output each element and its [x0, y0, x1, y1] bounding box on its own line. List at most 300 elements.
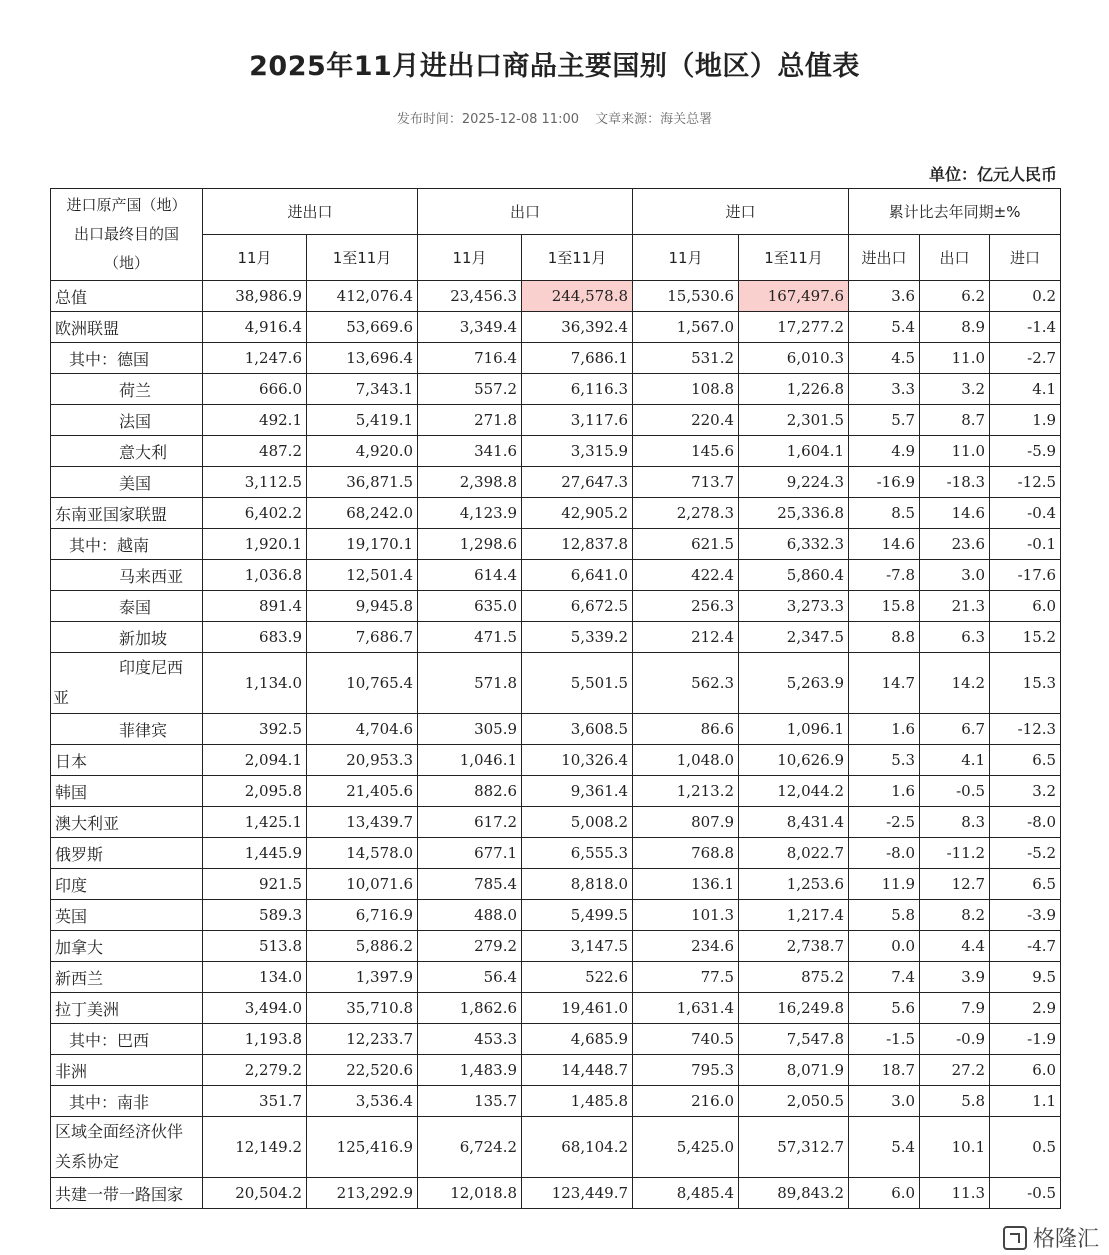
- cell-value: -0.5: [990, 1178, 1061, 1209]
- sub-header: 11月: [418, 235, 522, 281]
- cell-value: 136.1: [633, 869, 739, 900]
- table-row: [51, 900, 1061, 931]
- table-row: [51, 1117, 1061, 1178]
- table-row: [51, 993, 1061, 1024]
- cell-value: 3.2: [990, 776, 1061, 807]
- cell-value: -2.7: [990, 343, 1061, 374]
- table-row: [51, 653, 1061, 714]
- cell-value: 5.4: [849, 312, 920, 343]
- cell-value: 15.3: [990, 653, 1061, 714]
- page-title: 2025年11月进出口商品主要国别（地区）总值表: [249, 51, 860, 82]
- cell-value: 10,326.4: [522, 745, 633, 776]
- cell-value: 6,641.0: [522, 560, 633, 591]
- cell-value: 23,456.3: [418, 281, 522, 312]
- cell-value: 5,886.2: [307, 931, 418, 962]
- table-row: [51, 776, 1061, 807]
- cell-value: 167,497.6: [739, 281, 849, 312]
- cell-value: 562.3: [633, 653, 739, 714]
- cell-value: 921.5: [203, 869, 307, 900]
- cell-value: 4.9: [849, 436, 920, 467]
- cell-value: 2,094.1: [203, 745, 307, 776]
- cell-value: 5,425.0: [633, 1117, 739, 1178]
- cell-value: 20,504.2: [203, 1178, 307, 1209]
- cell-value: 6.5: [990, 869, 1061, 900]
- cell-value: 13,439.7: [307, 807, 418, 838]
- cell-value: 7,686.7: [307, 622, 418, 653]
- table-row: [51, 838, 1061, 869]
- row-label: 印度: [51, 869, 203, 900]
- cell-value: 11.0: [920, 343, 990, 374]
- row-label: 泰国: [51, 591, 203, 622]
- sub-header: 11月: [633, 235, 739, 281]
- cell-value: 487.2: [203, 436, 307, 467]
- cell-value: 68,104.2: [522, 1117, 633, 1178]
- cell-value: 768.8: [633, 838, 739, 869]
- cell-value: 713.7: [633, 467, 739, 498]
- cell-value: 4,916.4: [203, 312, 307, 343]
- cell-value: 3,112.5: [203, 467, 307, 498]
- table-row: [51, 1055, 1061, 1086]
- cell-value: 1,485.8: [522, 1086, 633, 1117]
- cell-value: 4,685.9: [522, 1024, 633, 1055]
- cell-value: 1,096.1: [739, 714, 849, 745]
- cell-value: 244,578.8: [522, 281, 633, 312]
- sub-header: 1至11月: [739, 235, 849, 281]
- cell-value: -18.3: [920, 467, 990, 498]
- cell-value: 8.8: [849, 622, 920, 653]
- cell-value: 1,048.0: [633, 745, 739, 776]
- cell-value: -7.8: [849, 560, 920, 591]
- cell-value: 1,298.6: [418, 529, 522, 560]
- cell-value: 12,501.4: [307, 560, 418, 591]
- cell-value: 27.2: [920, 1055, 990, 1086]
- cell-value: 795.3: [633, 1055, 739, 1086]
- cell-value: 38,986.9: [203, 281, 307, 312]
- cell-value: 7.9: [920, 993, 990, 1024]
- cell-value: 2,347.5: [739, 622, 849, 653]
- cell-value: 42,905.2: [522, 498, 633, 529]
- cell-value: 3.0: [849, 1086, 920, 1117]
- cell-value: 234.6: [633, 931, 739, 962]
- table-row: [51, 1086, 1061, 1117]
- cell-value: 2,398.8: [418, 467, 522, 498]
- cell-value: -2.5: [849, 807, 920, 838]
- cell-value: 6.5: [990, 745, 1061, 776]
- cell-value: 125,416.9: [307, 1117, 418, 1178]
- cell-value: 5.3: [849, 745, 920, 776]
- cell-value: 614.4: [418, 560, 522, 591]
- cell-value: 5,499.5: [522, 900, 633, 931]
- cell-value: -11.2: [920, 838, 990, 869]
- cell-value: 1,217.4: [739, 900, 849, 931]
- cell-value: -5.9: [990, 436, 1061, 467]
- row-label: 法国: [51, 405, 203, 436]
- table-row: [51, 931, 1061, 962]
- cell-value: 2,095.8: [203, 776, 307, 807]
- corner-line: 进口原产国（地）: [66, 196, 187, 214]
- cell-value: 5,263.9: [739, 653, 849, 714]
- cell-value: 10.1: [920, 1117, 990, 1178]
- cell-value: 6,555.3: [522, 838, 633, 869]
- cell-value: 740.5: [633, 1024, 739, 1055]
- cell-value: 36,871.5: [307, 467, 418, 498]
- cell-value: 6.0: [990, 591, 1061, 622]
- cell-value: 14.7: [849, 653, 920, 714]
- cell-value: 1,046.1: [418, 745, 522, 776]
- cell-value: 1,567.0: [633, 312, 739, 343]
- cell-value: 4,920.0: [307, 436, 418, 467]
- cell-value: 392.5: [203, 714, 307, 745]
- cell-value: 875.2: [739, 962, 849, 993]
- cell-value: 15,530.6: [633, 281, 739, 312]
- cell-value: 635.0: [418, 591, 522, 622]
- cell-value: 145.6: [633, 436, 739, 467]
- cell-value: 8,022.7: [739, 838, 849, 869]
- table-row: [51, 560, 1061, 591]
- cell-value: 21,405.6: [307, 776, 418, 807]
- cell-value: 22,520.6: [307, 1055, 418, 1086]
- cell-value: -17.6: [990, 560, 1061, 591]
- cell-value: 19,461.0: [522, 993, 633, 1024]
- cell-value: 9,361.4: [522, 776, 633, 807]
- cell-value: 11.9: [849, 869, 920, 900]
- cell-value: 56.4: [418, 962, 522, 993]
- cell-value: 621.5: [633, 529, 739, 560]
- cell-value: 9.5: [990, 962, 1061, 993]
- cell-value: 12,018.8: [418, 1178, 522, 1209]
- cell-value: 1.6: [849, 776, 920, 807]
- group-header-import: 进口: [633, 189, 849, 235]
- logo-icon: [1003, 1226, 1027, 1250]
- corner-line: 出口最终目的国: [73, 225, 179, 243]
- cell-value: 5.7: [849, 405, 920, 436]
- cell-value: 6.0: [990, 1055, 1061, 1086]
- cell-value: 25,336.8: [739, 498, 849, 529]
- cell-value: 1,425.1: [203, 807, 307, 838]
- sub-header: 进口: [990, 235, 1061, 281]
- cell-value: 8,485.4: [633, 1178, 739, 1209]
- row-label: 其中：南非: [51, 1086, 203, 1117]
- cell-value: 20,953.3: [307, 745, 418, 776]
- cell-value: 68,242.0: [307, 498, 418, 529]
- row-label: 英国: [51, 900, 203, 931]
- article-source: 文章来源：海关总署: [595, 112, 713, 127]
- cell-value: 412,076.4: [307, 281, 418, 312]
- table-row: [51, 591, 1061, 622]
- table-row: [51, 1024, 1061, 1055]
- table-row: [51, 529, 1061, 560]
- row-label: 韩国: [51, 776, 203, 807]
- cell-value: 2,301.5: [739, 405, 849, 436]
- cell-value: 1,247.6: [203, 343, 307, 374]
- publish-time: 发布时间：2025-12-08 11:00: [396, 112, 579, 127]
- cell-value: 1,226.8: [739, 374, 849, 405]
- table-row: [51, 374, 1061, 405]
- cell-value: 15.8: [849, 591, 920, 622]
- cell-value: 1,397.9: [307, 962, 418, 993]
- table-row: [51, 745, 1061, 776]
- corner-line: （地）: [103, 254, 149, 272]
- cell-value: 8,071.9: [739, 1055, 849, 1086]
- cell-value: 4,123.9: [418, 498, 522, 529]
- watermark-logo: [1003, 1222, 1099, 1253]
- table-row: [51, 436, 1061, 467]
- corner-header: [51, 189, 203, 281]
- cell-value: 3,147.5: [522, 931, 633, 962]
- sub-header: 出口: [920, 235, 990, 281]
- cell-value: 12,837.8: [522, 529, 633, 560]
- cell-value: 882.6: [418, 776, 522, 807]
- unit-label: 单位：亿元人民币: [928, 165, 1057, 184]
- row-label: 加拿大: [51, 931, 203, 962]
- row-label: 欧洲联盟: [51, 312, 203, 343]
- cell-value: 351.7: [203, 1086, 307, 1117]
- cell-value: 891.4: [203, 591, 307, 622]
- cell-value: 7,547.8: [739, 1024, 849, 1055]
- cell-value: 212.4: [633, 622, 739, 653]
- cell-value: 8.3: [920, 807, 990, 838]
- cell-value: -3.9: [990, 900, 1061, 931]
- cell-value: -8.0: [849, 838, 920, 869]
- cell-value: 571.8: [418, 653, 522, 714]
- cell-value: -0.5: [920, 776, 990, 807]
- cell-value: 3,494.0: [203, 993, 307, 1024]
- cell-value: 101.3: [633, 900, 739, 931]
- cell-value: 4.4: [920, 931, 990, 962]
- cell-value: 23.6: [920, 529, 990, 560]
- cell-value: 1,483.9: [418, 1055, 522, 1086]
- cell-value: 3.3: [849, 374, 920, 405]
- cell-value: 2,278.3: [633, 498, 739, 529]
- cell-value: 0.2: [990, 281, 1061, 312]
- cell-value: 3,117.6: [522, 405, 633, 436]
- table-row: [51, 869, 1061, 900]
- cell-value: 3,608.5: [522, 714, 633, 745]
- cell-value: 35,710.8: [307, 993, 418, 1024]
- cell-value: 3,536.4: [307, 1086, 418, 1117]
- cell-value: 8,431.4: [739, 807, 849, 838]
- cell-value: 6,332.3: [739, 529, 849, 560]
- row-label: 印度尼西亚: [51, 653, 203, 714]
- cell-value: 2,279.2: [203, 1055, 307, 1086]
- cell-value: 17,277.2: [739, 312, 849, 343]
- cell-value: 10,071.6: [307, 869, 418, 900]
- cell-value: 4.1: [990, 374, 1061, 405]
- cell-value: 2,050.5: [739, 1086, 849, 1117]
- header-row-groups: [51, 189, 1061, 235]
- row-label: 菲律宾: [51, 714, 203, 745]
- cell-value: 513.8: [203, 931, 307, 962]
- cell-value: 19,170.1: [307, 529, 418, 560]
- cell-value: 8.9: [920, 312, 990, 343]
- cell-value: 11.3: [920, 1178, 990, 1209]
- cell-value: 5,419.1: [307, 405, 418, 436]
- cell-value: 18.7: [849, 1055, 920, 1086]
- cell-value: 123,449.7: [522, 1178, 633, 1209]
- cell-value: 108.8: [633, 374, 739, 405]
- row-label: 总值: [51, 281, 203, 312]
- row-label: 新西兰: [51, 962, 203, 993]
- cell-value: -0.9: [920, 1024, 990, 1055]
- cell-value: 256.3: [633, 591, 739, 622]
- cell-value: 12,044.2: [739, 776, 849, 807]
- cell-value: 305.9: [418, 714, 522, 745]
- cell-value: -1.4: [990, 312, 1061, 343]
- cell-value: 677.1: [418, 838, 522, 869]
- cell-value: -8.0: [990, 807, 1061, 838]
- cell-value: 15.2: [990, 622, 1061, 653]
- cell-value: -1.9: [990, 1024, 1061, 1055]
- cell-value: 9,945.8: [307, 591, 418, 622]
- table-row: [51, 343, 1061, 374]
- cell-value: 1,253.6: [739, 869, 849, 900]
- row-label: 新加坡: [51, 622, 203, 653]
- table-row: [51, 498, 1061, 529]
- cell-value: 1,631.4: [633, 993, 739, 1024]
- row-label: 拉丁美洲: [51, 993, 203, 1024]
- cell-value: 8.5: [849, 498, 920, 529]
- cell-value: 1,193.8: [203, 1024, 307, 1055]
- cell-value: 10,765.4: [307, 653, 418, 714]
- row-label: 美国: [51, 467, 203, 498]
- row-label: 荷兰: [51, 374, 203, 405]
- cell-value: 5,339.2: [522, 622, 633, 653]
- cell-value: 5,501.5: [522, 653, 633, 714]
- cell-value: -5.2: [990, 838, 1061, 869]
- table-row: [51, 622, 1061, 653]
- cell-value: 5.8: [849, 900, 920, 931]
- cell-value: 6.0: [849, 1178, 920, 1209]
- cell-value: 617.2: [418, 807, 522, 838]
- row-label: 区域全面经济伙伴关系协定: [51, 1117, 203, 1178]
- cell-value: 27,647.3: [522, 467, 633, 498]
- cell-value: 6,010.3: [739, 343, 849, 374]
- row-label: 东南亚国家联盟: [51, 498, 203, 529]
- cell-value: 6.7: [920, 714, 990, 745]
- cell-value: 279.2: [418, 931, 522, 962]
- cell-value: 134.0: [203, 962, 307, 993]
- cell-value: 7,686.1: [522, 343, 633, 374]
- cell-value: 11.0: [920, 436, 990, 467]
- cell-value: 12.7: [920, 869, 990, 900]
- cell-value: 807.9: [633, 807, 739, 838]
- cell-value: 8.7: [920, 405, 990, 436]
- cell-value: 531.2: [633, 343, 739, 374]
- cell-value: 36,392.4: [522, 312, 633, 343]
- cell-value: 683.9: [203, 622, 307, 653]
- cell-value: 86.6: [633, 714, 739, 745]
- cell-value: 3.0: [920, 560, 990, 591]
- cell-value: 6.3: [920, 622, 990, 653]
- cell-value: 12,149.2: [203, 1117, 307, 1178]
- cell-value: 5.8: [920, 1086, 990, 1117]
- cell-value: 666.0: [203, 374, 307, 405]
- sub-header: 11月: [203, 235, 307, 281]
- cell-value: 216.0: [633, 1086, 739, 1117]
- cell-value: 1.6: [849, 714, 920, 745]
- cell-value: 7,343.1: [307, 374, 418, 405]
- cell-value: 6.2: [920, 281, 990, 312]
- watermark-text: 格隆汇: [1032, 1227, 1099, 1252]
- cell-value: 8,818.0: [522, 869, 633, 900]
- cell-value: 0.5: [990, 1117, 1061, 1178]
- cell-value: 6,724.2: [418, 1117, 522, 1178]
- group-header-yoy: 累计比去年同期±%: [849, 189, 1061, 235]
- cell-value: 14,448.7: [522, 1055, 633, 1086]
- row-label: 意大利: [51, 436, 203, 467]
- cell-value: 57,312.7: [739, 1117, 849, 1178]
- cell-value: 1,213.2: [633, 776, 739, 807]
- cell-value: 53,669.6: [307, 312, 418, 343]
- cell-value: 4.1: [920, 745, 990, 776]
- cell-value: 213,292.9: [307, 1178, 418, 1209]
- row-label: 马来西亚: [51, 560, 203, 591]
- cell-value: 1,036.8: [203, 560, 307, 591]
- cell-value: 6,672.5: [522, 591, 633, 622]
- row-label: 俄罗斯: [51, 838, 203, 869]
- group-header-total: 进出口: [203, 189, 418, 235]
- cell-value: 1,920.1: [203, 529, 307, 560]
- cell-value: 6,116.3: [522, 374, 633, 405]
- row-label: 其中：巴西: [51, 1024, 203, 1055]
- cell-value: 589.3: [203, 900, 307, 931]
- article-meta: [0, 108, 1109, 127]
- header-row-sub: [51, 235, 1061, 281]
- cell-value: 16,249.8: [739, 993, 849, 1024]
- cell-value: 8.2: [920, 900, 990, 931]
- cell-value: 4.5: [849, 343, 920, 374]
- cell-value: 1,604.1: [739, 436, 849, 467]
- table-row: [51, 405, 1061, 436]
- cell-value: -4.7: [990, 931, 1061, 962]
- row-label: 其中：越南: [51, 529, 203, 560]
- cell-value: -1.5: [849, 1024, 920, 1055]
- cell-value: 471.5: [418, 622, 522, 653]
- cell-value: 4,704.6: [307, 714, 418, 745]
- cell-value: 1.1: [990, 1086, 1061, 1117]
- cell-value: 785.4: [418, 869, 522, 900]
- table-row: [51, 962, 1061, 993]
- table-row: [51, 467, 1061, 498]
- table-body: [51, 281, 1061, 1209]
- cell-value: 7.4: [849, 962, 920, 993]
- cell-value: 3.2: [920, 374, 990, 405]
- cell-value: 10,626.9: [739, 745, 849, 776]
- cell-value: 453.3: [418, 1024, 522, 1055]
- cell-value: 2,738.7: [739, 931, 849, 962]
- row-label: 其中：德国: [51, 343, 203, 374]
- cell-value: 1.9: [990, 405, 1061, 436]
- table-row: [51, 281, 1061, 312]
- cell-value: 14,578.0: [307, 838, 418, 869]
- cell-value: 13,696.4: [307, 343, 418, 374]
- cell-value: 492.1: [203, 405, 307, 436]
- cell-value: 5.6: [849, 993, 920, 1024]
- group-header-export: 出口: [418, 189, 633, 235]
- cell-value: 1,445.9: [203, 838, 307, 869]
- sub-header: 1至11月: [522, 235, 633, 281]
- sub-header: 进出口: [849, 235, 920, 281]
- row-label: 共建一带一路国家: [51, 1178, 203, 1209]
- cell-value: 522.6: [522, 962, 633, 993]
- cell-value: 6,716.9: [307, 900, 418, 931]
- cell-value: 557.2: [418, 374, 522, 405]
- cell-value: 422.4: [633, 560, 739, 591]
- cell-value: 3,315.9: [522, 436, 633, 467]
- trade-table: [50, 188, 1061, 1209]
- cell-value: 14.6: [920, 498, 990, 529]
- cell-value: 1,134.0: [203, 653, 307, 714]
